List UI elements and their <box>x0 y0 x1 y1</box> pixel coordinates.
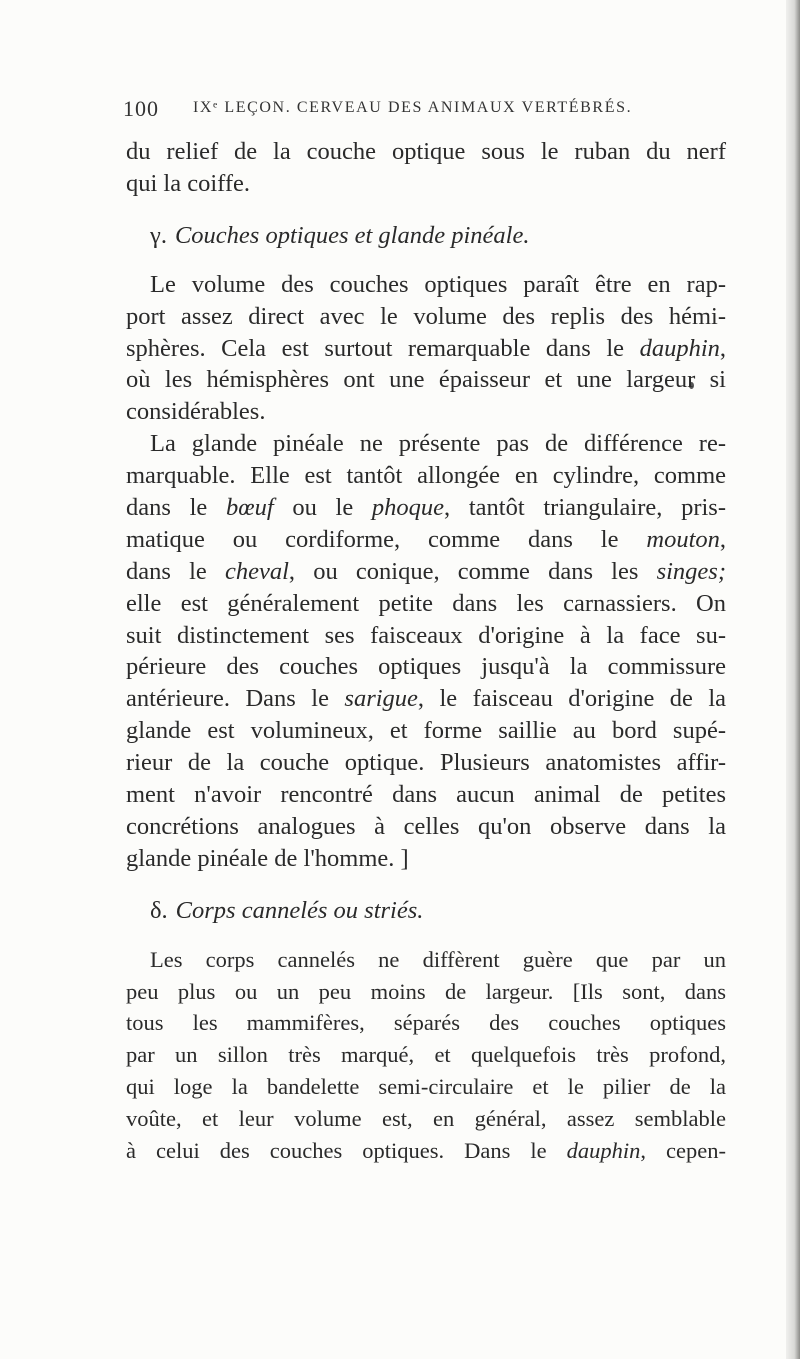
text-line: par un sillon très marqué, et quelquefois très profond, <box>126 1042 726 1068</box>
text-line: suit distinctement ses faisceaux d'origine à la face su- <box>126 621 726 649</box>
italic-term: singes; <box>656 557 726 585</box>
text-line: qui la coiffe. <box>126 169 251 197</box>
text-line: glande pinéale de l'homme. ] <box>126 844 409 872</box>
running-title: IXᵉ LEÇON. CERVEAU DES ANIMAUX VERTÉBRÉS. <box>193 99 633 116</box>
small-print-block <box>126 944 726 1167</box>
text-line: voûte, et leur volume est, en général, assez semblable <box>126 1106 726 1132</box>
text-line: considérables. <box>126 398 266 426</box>
text-line: marquable. Elle est tantôt allongée en cylindre, comme <box>126 462 726 490</box>
section-symbol: δ. <box>150 896 168 924</box>
text-line: antérieure. Dans le sarigue, le faisceau d'origine de la <box>126 685 727 713</box>
text-line: peu plus ou un peu moins de largeur. [Ils sont, dans <box>126 978 726 1004</box>
text-line: tous les mammifères, séparés des couches optiques <box>126 1010 726 1036</box>
text-line: matique ou cordiforme, comme dans le mouton, <box>126 525 726 553</box>
text-line: concrétions analogues à celles qu'on observe dans la <box>126 812 726 840</box>
text-line: dans le bœuf ou le phoque, tantôt triangulaire, pris- <box>126 494 727 522</box>
text-line: du relief de la couche optique sous le ruban du nerf <box>126 138 726 165</box>
italic-term: phoque <box>371 494 445 522</box>
text-line: périeure des couches optiques jusqu'à la commissure <box>126 653 726 681</box>
page-body <box>126 136 726 1167</box>
page-edge-shadow <box>786 0 800 1359</box>
italic-term: mouton <box>646 525 720 553</box>
text-line: rieur de la couche optique. Plusieurs anatomistes affir- <box>126 749 726 777</box>
text-line: elle est généralement petite dans les carnassiers. On <box>126 589 726 617</box>
text-line: qui loge la bandelette semi-circulaire et le pilier de la <box>126 1074 726 1100</box>
text-line: La glande pinéale ne présente pas de différence re- <box>150 430 726 458</box>
text-line: Le volume des couches optiques paraît être en rap- <box>150 270 726 298</box>
section-heading-gamma <box>126 220 726 254</box>
text-line: port assez direct avec le volume des replis des hémi- <box>126 302 726 330</box>
text-line: dans le cheval, ou conique, comme dans les singes; <box>126 557 726 585</box>
section-title: Couches optiques et glande pinéale. <box>174 221 530 249</box>
page-header <box>123 96 723 126</box>
text-line: Les corps cannelés ne diffèrent guère que par un <box>150 946 726 972</box>
italic-term: cheval <box>224 557 289 585</box>
italic-term: dauphin <box>639 334 720 362</box>
section-title: Corps cannelés ou striés. <box>175 896 424 924</box>
text-line: où les hémisphères ont une épaisseur et une largeur si <box>126 366 726 394</box>
italic-term: bœuf <box>225 494 274 522</box>
italic-term: dauphin <box>566 1138 641 1164</box>
text-line: ment n'avoir rencontré dans aucun animal de petites <box>126 781 726 809</box>
italic-term: sarigue <box>344 685 418 713</box>
text-line: à celui des couches optiques. Dans le dauphin, cepen- <box>126 1138 726 1164</box>
page-number: 100 <box>123 96 159 121</box>
section-symbol: γ. <box>150 221 167 249</box>
text-line: glande est volumineux, et forme saillie au bord supé- <box>126 717 726 745</box>
text-line: sphères. Cela est surtout remarquable dans le dauphin, <box>126 334 726 362</box>
section-heading-delta <box>126 895 726 929</box>
